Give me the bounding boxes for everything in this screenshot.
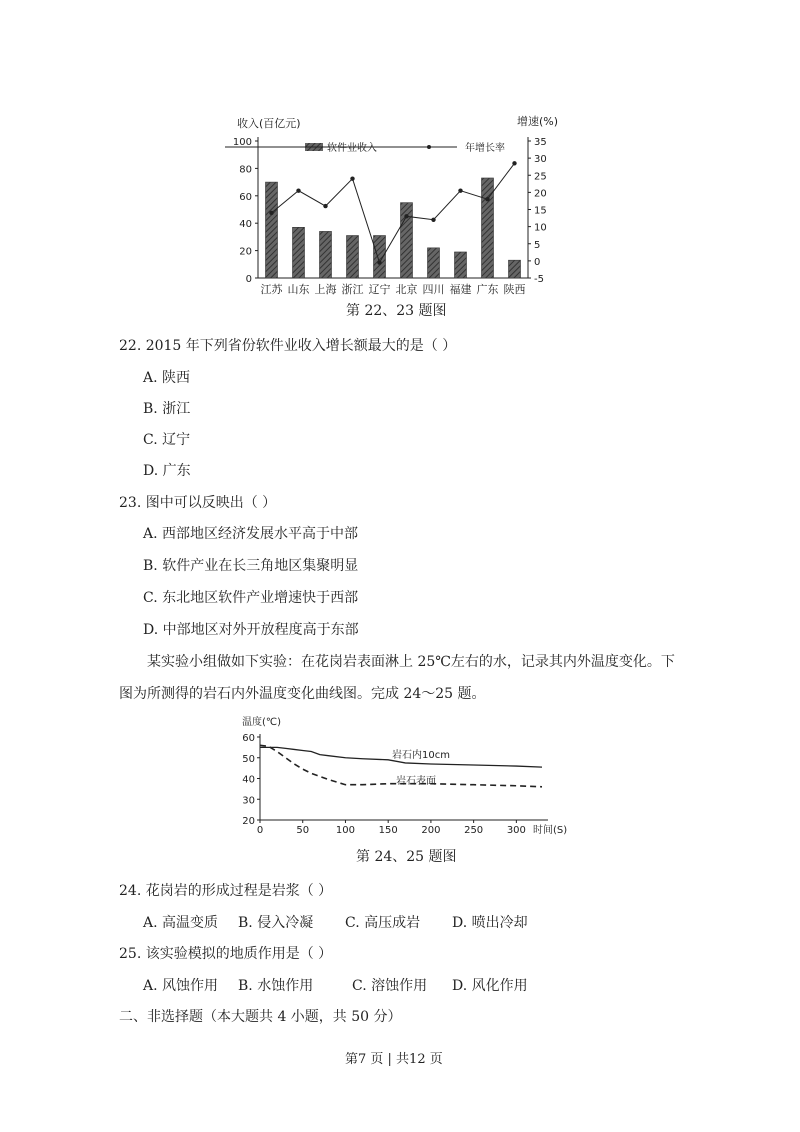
chart2-x-tick-label: 100 [335,825,356,836]
chart1-left-tick-label: 20 [239,246,252,258]
growth-point-山东 [296,188,300,192]
q25-option-d: D. 风化作用 [452,978,528,994]
chart1-left-tick-label: 40 [239,219,252,231]
q25-option-c: C. 溶蚀作用 [352,978,428,994]
chart1-category-label: 福建 [449,283,472,296]
legend-line-label: 年增长率 [465,143,505,154]
q24-option-a: A. 高温变质 [143,915,219,931]
chart1-left-tick-label: 60 [239,191,252,203]
chart2-y-tick-label: 50 [242,753,255,765]
bar-山东 [293,227,305,278]
q22-option-c: C. 辽宁 [143,432,191,448]
growth-point-四川 [431,218,435,222]
chart1-left-tick-label: 100 [232,137,252,148]
q23-option-c: C. 东北地区软件产业增速快于西部 [143,590,359,606]
chart2-y-tick-label: 40 [242,774,255,786]
chart1-legend [225,141,505,154]
bar-上海 [320,231,332,278]
chart1-right-tick-label: 5 [534,239,541,251]
legend-line-marker [427,145,431,149]
chart1-left-tick-label: 0 [245,274,252,285]
chart1-category-label: 上海 [314,283,337,296]
chart2-ylabel: 温度(℃) [242,717,282,728]
chart1-caption: 第 22、23 题图 [346,303,447,319]
q25-stem: 25. 该实验模拟的地质作用是（ ） [119,946,333,962]
legend-bar-label: 软件业收入 [327,143,377,154]
chart2-x-tick-label: 150 [378,825,398,836]
chart1-left-tick-label: 80 [239,164,252,176]
chart1-ylabel-right: 增速(%) [517,115,559,128]
bar-福建 [455,252,467,278]
chart2-caption: 第 24、25 题图 [356,849,457,865]
q24-option-b: B. 侵入冷凝 [238,915,314,931]
chart2-x-tick-label: 50 [296,825,310,836]
q25-option-a: A. 风蚀作用 [143,978,219,994]
chart2-x-tick-label: 200 [421,825,441,836]
q24-option-d: D. 喷出冷却 [452,915,528,931]
q23-stem: 23. 图中可以反映出（ ） [119,495,277,511]
growth-point-北京 [404,214,408,218]
chart2-y-tick-label: 20 [242,816,255,827]
q25-option-b: B. 水蚀作用 [238,978,314,994]
q22-option-b: B. 浙江 [143,401,191,417]
chart1-category-label: 辽宁 [368,283,391,296]
chart1-category-label: 江苏 [260,283,283,296]
chart1-right-tick-label: 20 [534,188,547,200]
growth-point-上海 [323,204,327,208]
chart1-ylabel-left: 收入(百亿元) [237,117,301,130]
chart1-right-tick-label: 15 [534,205,547,217]
bar-陕西 [509,260,521,278]
section-two-heading: 二、非选择题（本大题共 4 小题，共 50 分） [119,1009,402,1025]
intro-line-1: 某实验小组做如下实验：在花岗岩表面淋上 25℃左右的水，记录其内外温度变化。下 [147,654,675,670]
q24-stem: 24. 花岗岩的形成过程是岩浆（ ） [119,883,333,899]
growth-point-陕西 [512,161,516,165]
chart1-category-label: 北京 [395,283,418,296]
intro-line-2: 图为所测得的岩石内外温度变化曲线图。完成 24～25 题。 [119,686,486,702]
chart1-category-label: 四川 [422,283,445,296]
growth-point-广东 [485,197,489,201]
chart1-category-label: 山东 [287,283,310,296]
q22-option-d: D. 广东 [143,463,191,479]
growth-point-辽宁 [377,260,381,264]
chart2-x-tick-label: 0 [256,825,264,836]
chart1-right-tick-label: 35 [534,137,547,148]
q24-option-c: C. 高压成岩 [345,915,421,931]
chart1-right-tick-label: 10 [534,222,547,234]
q23-option-a: A. 西部地区经济发展水平高于中部 [143,526,359,542]
label-surface: 岩石表面 [396,776,436,787]
page-footer: 第7 页 | 共12 页 [345,1052,443,1067]
bar-辽宁 [374,236,386,278]
chart2-xlabel: 时间(S) [533,825,568,836]
chart1-right-tick-label: 0 [534,256,541,268]
chart1-category-label: 浙江 [341,283,364,296]
chart1-right-tick-label: -5 [534,274,544,285]
rock-temperature-chart [232,712,577,840]
label-inside-10cm: 岩石内10cm [392,750,450,761]
chart2-y-tick-label: 30 [242,795,255,807]
chart2-x-tick-label: 300 [506,825,526,836]
bar-北京 [401,203,413,278]
bar-四川 [428,248,440,278]
chart1-category-label: 广东 [476,283,499,296]
q22-stem: 22. 2015 年下列省份软件业收入增长额最大的是（ ） [119,338,457,354]
chart1-category-label: 陕西 [503,283,526,296]
chart1-right-tick-label: 30 [534,154,547,166]
q23-option-b: B. 软件产业在长三角地区集聚明显 [143,558,359,574]
growth-point-浙江 [350,176,354,180]
growth-rate-line [272,163,515,262]
bar-浙江 [347,236,359,278]
bar-江苏 [266,182,278,278]
chart1-right-tick-label: 25 [534,171,547,183]
q23-option-d: D. 中部地区对外开放程度高于东部 [143,622,359,638]
chart2-y-tick-label: 60 [242,733,255,744]
growth-point-江苏 [269,211,273,215]
software-revenue-chart [225,108,565,328]
q22-option-a: A. 陕西 [143,370,191,386]
growth-point-福建 [458,188,462,192]
chart2-x-tick-label: 250 [464,825,484,836]
